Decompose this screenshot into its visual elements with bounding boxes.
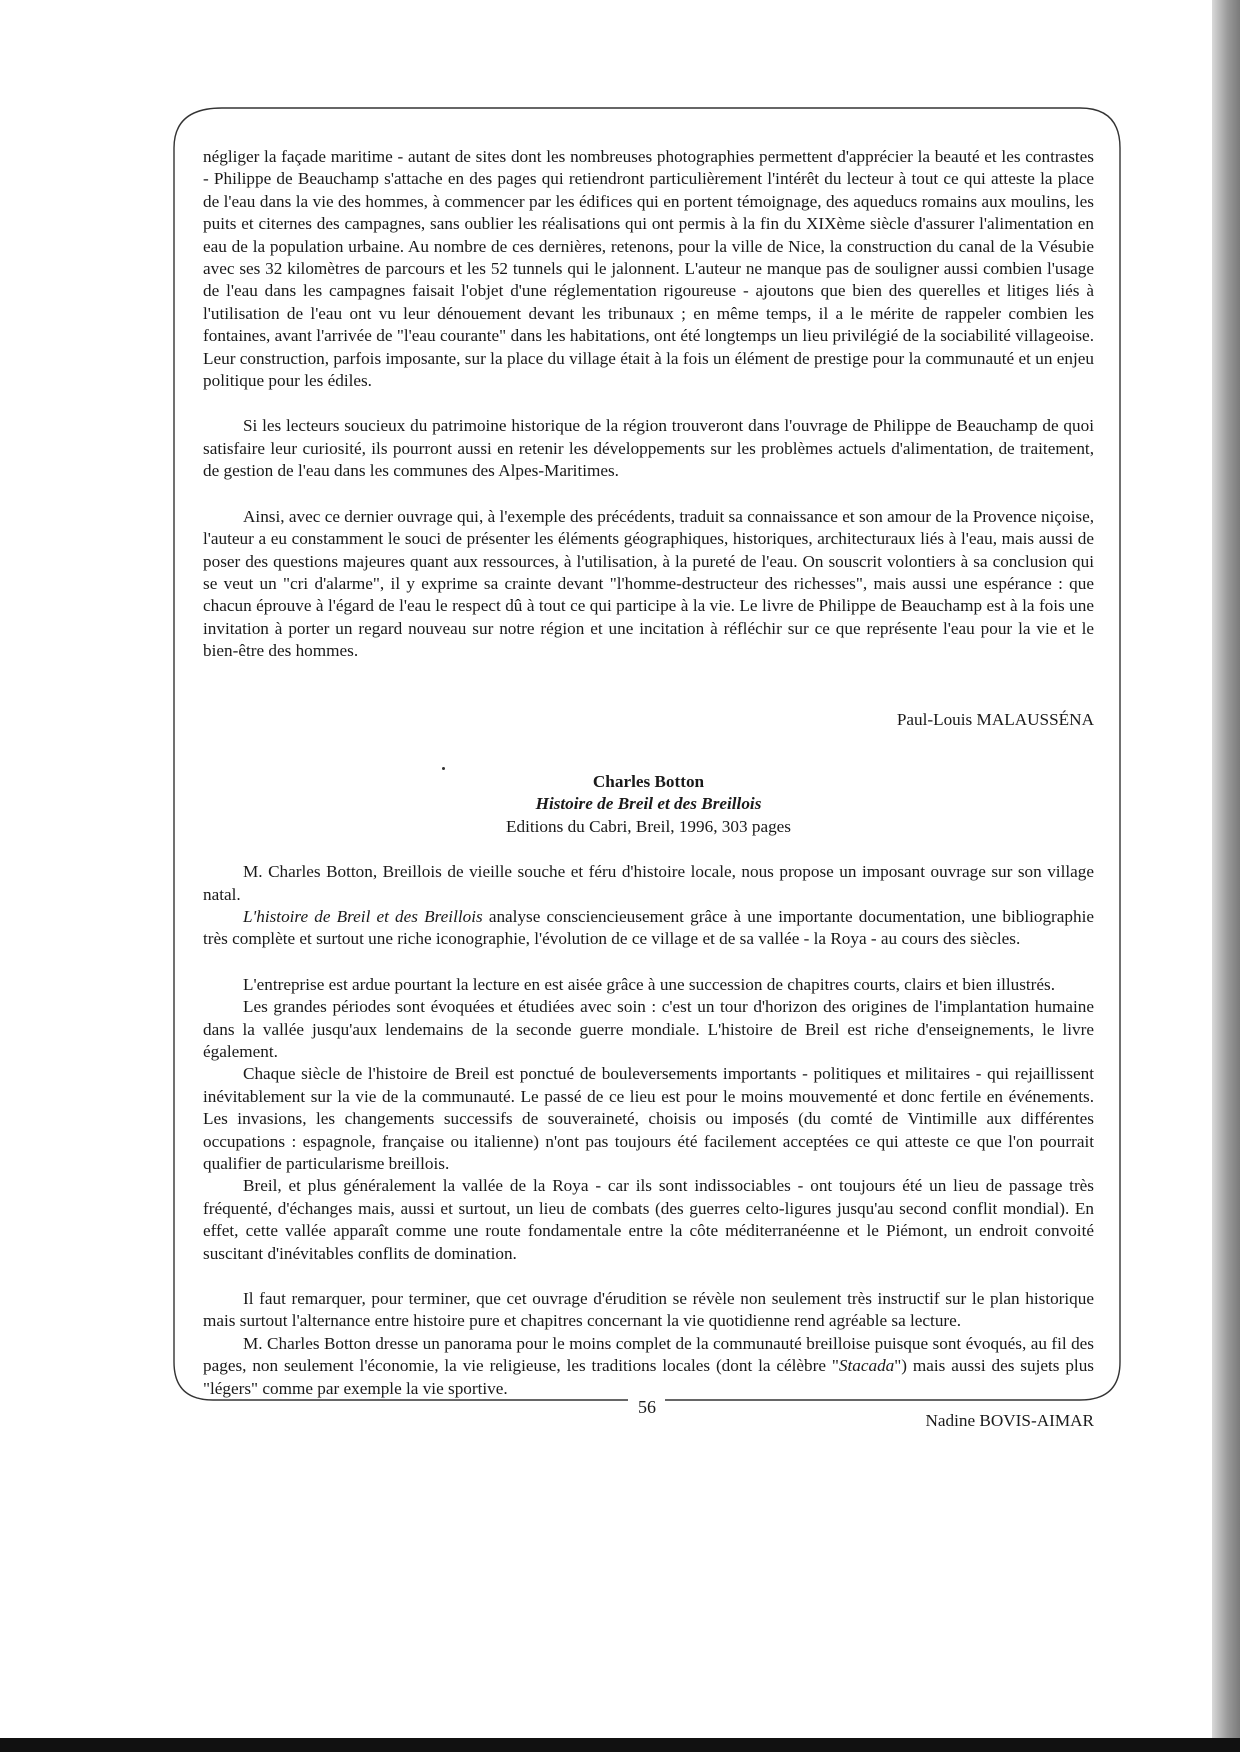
review1-paragraph-2: Si les lecteurs soucieux du patrimoine historique de la région trouveront dans l'ouvrage de Philippe de Beauchamp de quoi satisfaire leur curiosité, ils pourront aussi en retenir les développements sur les problèmes actuels d'alimentation, de traitement, de gestion de l'eau dans les communes des Alpes-Maritimes. (203, 416, 1094, 481)
review1-signature: Paul-Louis MALAUSSÉNA (896, 709, 1094, 729)
review2-paragraph-7: Il faut remarquer, pour terminer, que cet ouvrage d'érudition se révèle non seulement très instructif sur le plan historique mais surtout l'alternance entre histoire pure et chapitres concernant la vie quotidienne rend agréable sa lecture. (203, 1289, 1094, 1331)
review2-paragraph-8-text-a: M. Charles Botton dresse un panorama pour le moins complet de la communauté breilloise puisque sont évoqués, au fil des pages, non seulement l'économie, la vie religieuse, les traditions locales (dont la célèbre " (203, 1333, 1094, 1376)
review2-paragraph-1: M. Charles Botton, Breillois de vieille souche et féru d'histoire locale, nous propose un imposant ouvrage sur son village natal. (203, 862, 1094, 904)
review2-paragraph-2 (203, 906, 1094, 951)
review1-paragraph-1: négliger la façade maritime - autant de sites dont les nombreuses photographies permettent d'apprécier la beauté et les contrastes - Philippe de Beauchamp s'attache en des pages qui retiendront particulièrement l'intérêt du lecteur à tout ce qui atteste la place de l'eau dans la vie des hommes, à commencer par les édifices qui en portent témoignage, des aqueducs romains aux moulins, les puits et citernes des campagnes, sans oublier les réalisations qui ont permis à la fin du XIXème siècle d'assurer l'alimentation en eau de la population urbaine. Au nombre de ces dernières, retenons, pour la ville de Nice, la construction du canal de la Vésubie avec ses 32 kilomètres de parcours et les 52 tunnels qui le jalonnent. L'auteur ne manque pas de souligner aussi combien l'usage de l'eau dans les campagnes faisait l'objet d'une réglementation rigoureuse - ajoutons que bien des querelles et litiges liés à l'utilisation de l'eau ont vu leur dénouement devant les tribunaux ; en même temps, il a le mérite de rappeler combien les fontaines, avant l'arrivée de "l'eau courante" dans les habitations, ont été longtemps un lieu privilégié de la sociabilité villageoise. Leur construction, parfois imposante, sur la place du village était à la fois un élément de prestige pour la communauté et un enjeu politique pour les édiles. (203, 147, 1094, 391)
book-author: Charles Botton (592, 771, 705, 791)
review2-paragraph-5: Chaque siècle de l'histoire de Breil est ponctué de bouleversements importants - politiques et militaires - qui rejaillissent inévitablement sur la vie de la communauté. Le passé de ce lieu est pour le moins mouvementé et donc fertile en événements. Les invasions, les changements successifs de souveraineté, choisis ou imposés (du comté de Vintimille aux différentes occupations : espagnole, française ou italienne) n'ont pas toujours été facilement acceptées ce qui atteste ce que l'on pourrait qualifier de particularisme breillois. (203, 1064, 1094, 1174)
page-number: 56 (632, 1397, 662, 1417)
review2-book-title-inline: L'histoire de Breil et des Breillois (243, 906, 483, 926)
review1-paragraph-3: Ainsi, avec ce dernier ouvrage qui, à l'exemple des précédents, traduit sa connaissance et son amour de la Provence niçoise, l'auteur a eu constamment le souci de présenter les éléments géographiques, historiques, architecturaux liés à l'eau, mais aussi de poser des questions majeures quant aux ressources, à l'utilisation, à la pureté de l'eau. On souscrit volontiers à sa conclusion qui se veut un "cri d'alarme", il y exprime sa crainte devant "l'homme-destructeur des richesses", mais aussi une espérance : que chacun éprouve à l'égard de l'eau le respect dû à tout ce qui participe à la vie. Le livre de Philippe de Beauchamp est à la fois une invitation à porter un regard nouveau sur notre région et une incitation à réfléchir sur ce que représente l'eau pour la vie et le bien-être des hommes. (203, 506, 1094, 661)
review2-signature: Nadine BOVIS-AIMAR (925, 1411, 1094, 1431)
review2-paragraph-3: L'entreprise est ardue pourtant la lecture en est aisée grâce à une succession de chapitres courts, clairs et bien illustrés. (243, 974, 1056, 994)
review2-paragraph-8-text-b: ") mais aussi des sujets plus "légers" comme par exemple la vie sportive. (203, 1356, 1094, 1398)
article-body (203, 146, 1094, 1433)
review2-stacada: Stacada (838, 1356, 895, 1376)
review2-paragraph-6: Breil, et plus généralement la vallée de la Roya - car ils sont indissociables - ont toujours été un lieu de passage très fréquenté, d'échanges mais, aussi et surtout, un lieu de combats (des guerres celto-ligures jusqu'au second conflit mondial). En effet, cette vallée apparaît comme une route fondamentale entre la côte méditerranéenne et le Piémont, un endroit convoité suscitant d'inévitables conflits de domination. (203, 1176, 1094, 1263)
book-publisher: Editions du Cabri, Breil, 1996, 303 pages (506, 816, 791, 836)
book-title: Histoire de Breil et des Breillois (535, 794, 762, 814)
review2-paragraph-8 (203, 1333, 1094, 1400)
review2-paragraph-4: Les grandes périodes sont évoquées et étudiées avec soin : c'est un tour d'horizon des origines de l'implantation humaine dans la vallée jusqu'aux lendemains de la seconde guerre mondiale. L'histoire de Breil est riche d'enseignements, le livre également. (203, 997, 1094, 1061)
review2-paragraph-2-text: analyse consciencieusement grâce à une importante documentation, une bibliographie très complète et surtout une riche iconographie, l'évolution de ce village et de sa vallée - la Roya - au cours des siècles. (203, 906, 1094, 949)
book-header (203, 771, 1094, 838)
